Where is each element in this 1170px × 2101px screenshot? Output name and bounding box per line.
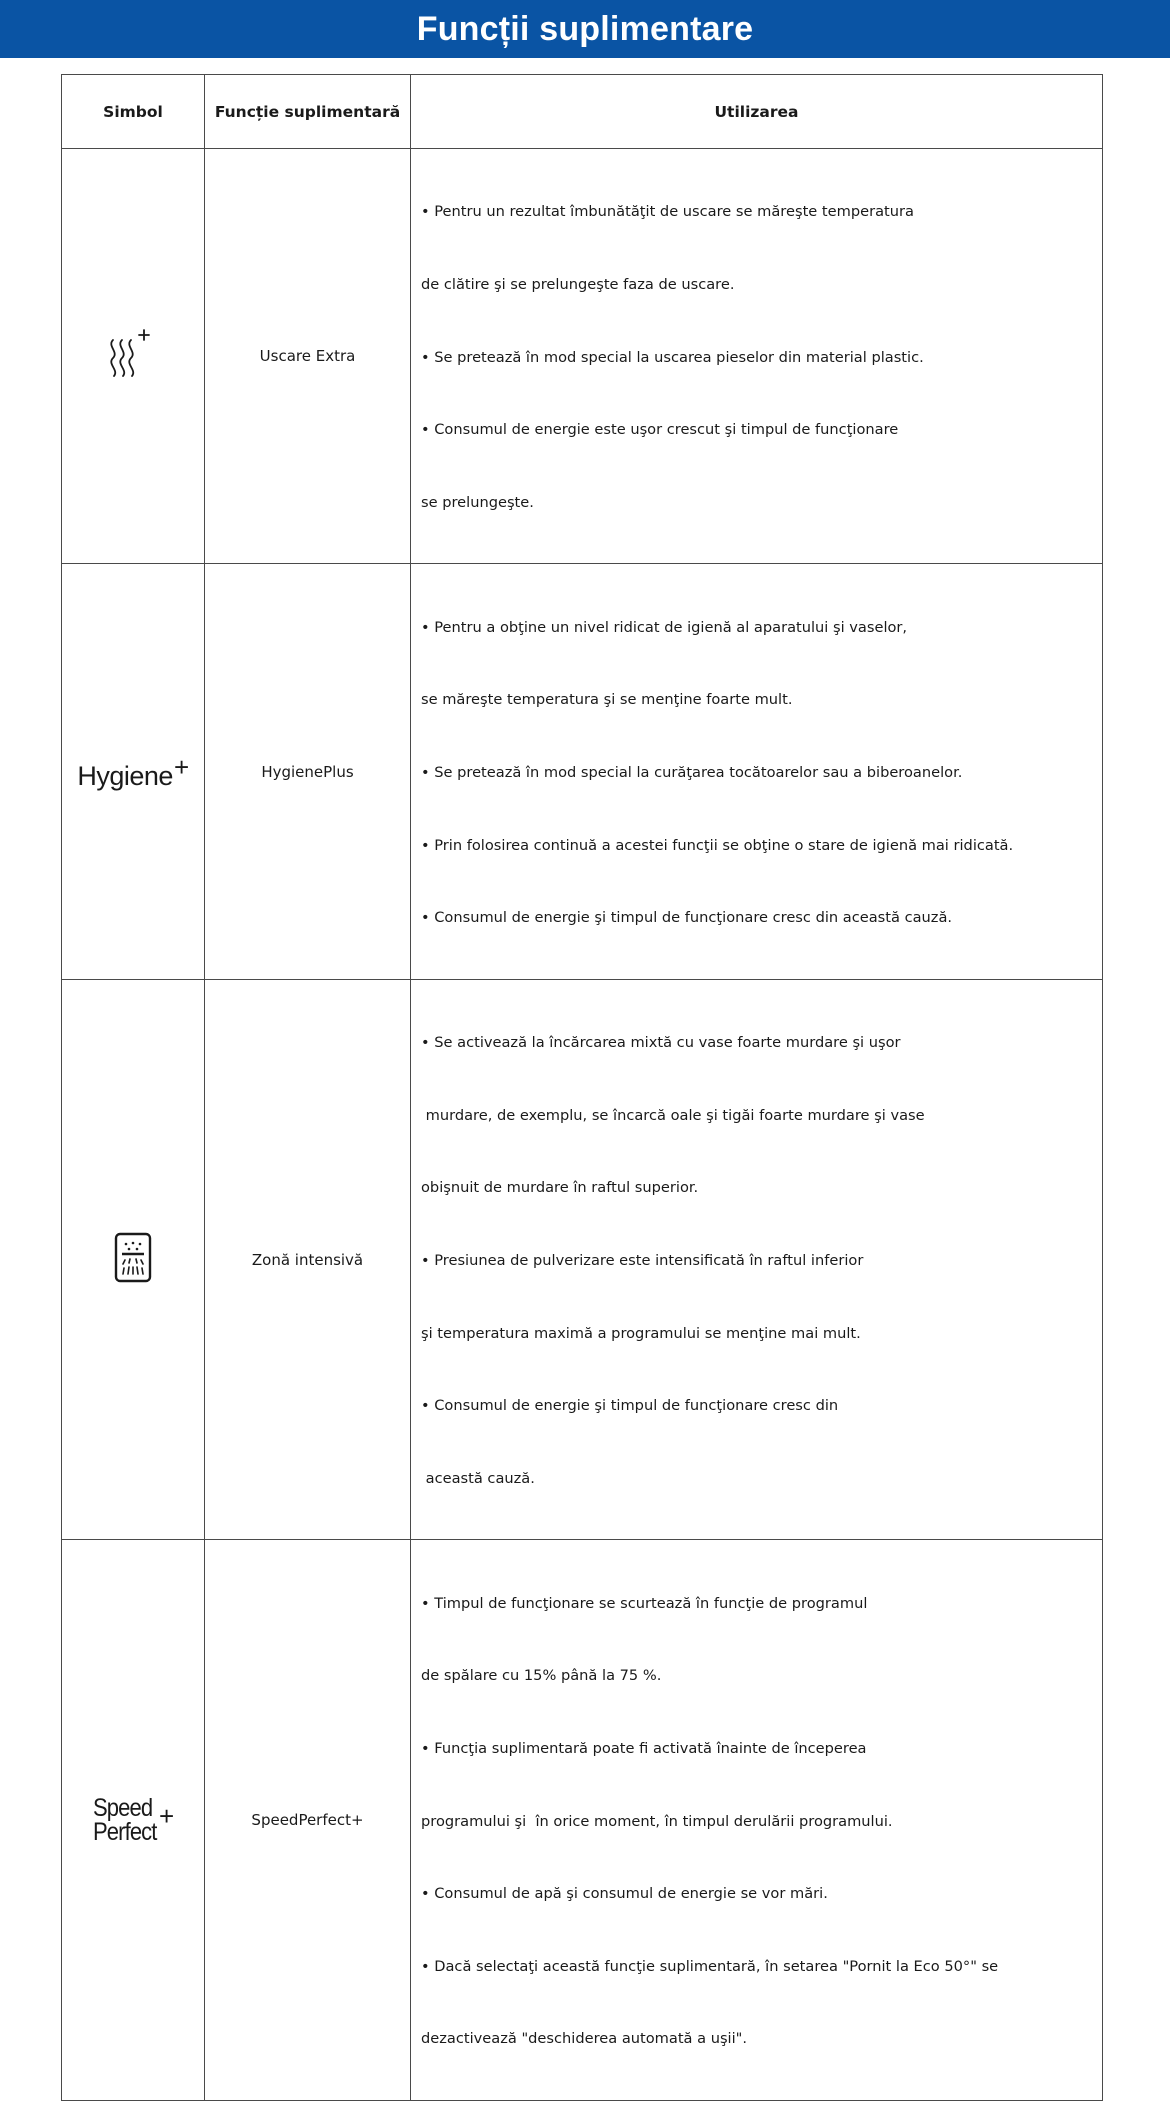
usage-cell [411, 564, 1103, 979]
usage-line: • Dacă selectaţi această funcţie suplimentară, în setarea "Pornit la Eco 50°" se [421, 1957, 999, 1975]
column-header-usage: Utilizarea [411, 75, 1103, 149]
symbol-cell [62, 1540, 205, 2101]
function-name: SpeedPerfect+ [205, 1540, 411, 2101]
usage-line: • Se activează la încărcarea mixtă cu vase foarte murdare şi uşor [421, 1034, 901, 1052]
column-header-function: Funcție suplimentară [205, 75, 411, 149]
title-banner [0, 0, 1170, 58]
function-name: Zonă intensivă [205, 979, 411, 1540]
symbol-cell [62, 149, 205, 564]
table-row-speed-perfect [62, 1540, 1103, 2101]
usage-line: murdare, de exemplu, se încarcă oale şi tigăi foarte murdare şi vase [421, 1106, 925, 1124]
speed-word: Speed [92, 1794, 153, 1823]
plus-sign: + [159, 1801, 174, 1832]
usage-line: • Timpul de funcţionare se scurtează în funcţie de programul [421, 1594, 868, 1612]
hygiene-plus-icon [77, 751, 189, 791]
usage-line: • Pentru un rezultat îmbunătăţit de uscare se măreşte temperatura [421, 203, 914, 221]
usage-line: • Consumul de energie şi timpul de funcţionare cresc din această cauză. [421, 909, 953, 927]
usage-line: de clătire şi se prelungeşte faza de uscare. [421, 276, 735, 293]
usage-line: şi temperatura maximă a programului se menţine mai mult. [421, 1324, 861, 1342]
usage-line: se măreşte temperatura şi se menţine foarte mult. [421, 691, 793, 709]
usage-cell [411, 1540, 1103, 2101]
usage-line: se prelungeşte. [421, 493, 534, 511]
usage-cell [411, 979, 1103, 1540]
usage-line: • Se pretează în mod special la uscarea pieselor din material plastic. [421, 348, 924, 366]
usage-cell [411, 149, 1103, 564]
functions-table [61, 74, 1103, 2101]
usage-line: această cauză. [421, 1469, 535, 1487]
usage-line: dezactivează "deschiderea automată a uşii". [421, 2030, 748, 2048]
table-row-intensive-zone [62, 979, 1103, 1540]
symbol-cell [62, 979, 205, 1540]
usage-line: obişnuit de murdare în raftul superior. [421, 1179, 699, 1197]
column-header-symbol: Simbol [62, 75, 205, 149]
usage-line: • Consumul de apă şi consumul de energie se vor mări. [421, 1885, 828, 1903]
symbol-cell [62, 564, 205, 979]
perfect-word: Perfect [92, 1818, 157, 1847]
usage-line: • Presiunea de pulverizare este intensificată în raftul inferior [421, 1251, 864, 1269]
table-row-hygiene-plus [62, 564, 1103, 979]
usage-line: • Funcţia suplimentară poate fi activată înainte de începerea [421, 1739, 867, 1757]
usage-line: de spălare cu 15% până la 75 %. [421, 1667, 662, 1685]
page-title: Funcții suplimentare [416, 9, 754, 48]
table-row-extra-dry [62, 149, 1103, 564]
usage-line: programului şi în orice moment, în timpul derulării programului. [421, 1812, 893, 1830]
usage-line: • Prin folosirea continuă a acestei funcţii se obţine o stare de igienă mai ridicată. [421, 836, 1014, 854]
extra-dry-icon [101, 324, 165, 384]
usage-line: • Consumul de energie este uşor crescut şi timpul de funcţionare [421, 421, 899, 439]
usage-line: • Pentru a obţine un nivel ridicat de igienă al aparatului şi vaselor, [421, 618, 908, 636]
hygiene-symbol-text: Hygiene [77, 760, 173, 791]
function-name: HygienePlus [205, 564, 411, 979]
usage-line: • Consumul de energie şi timpul de funcţionare cresc din [421, 1397, 839, 1415]
function-name: Uscare Extra [205, 149, 411, 564]
speed-perfect-words [92, 1794, 157, 1847]
usage-line: • Se pretează în mod special la curăţarea tocătoarelor sau a biberoanelor. [421, 763, 963, 781]
plus-sign: + [173, 751, 189, 782]
table-header-row [62, 75, 1103, 149]
intensive-zone-icon [107, 1228, 159, 1288]
speed-perfect-icon [92, 1794, 174, 1847]
